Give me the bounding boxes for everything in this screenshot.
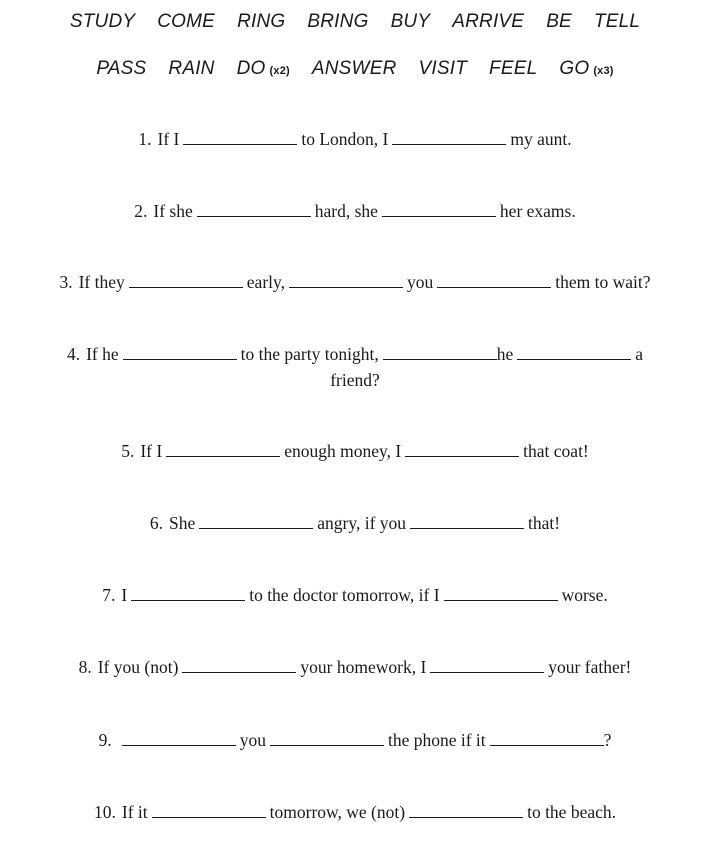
exercise-sentence-4-continuation: friend?	[330, 370, 380, 390]
answer-blank[interactable]	[409, 803, 523, 818]
answer-blank[interactable]	[199, 514, 313, 529]
word-bank-multiplier: (x3)	[593, 65, 614, 77]
sentence-text: to London, I	[301, 129, 389, 149]
word-bank-row-2	[0, 58, 710, 80]
sentence-text: that!	[528, 513, 561, 533]
sentence-text: If she	[153, 201, 193, 221]
word-bank-word: DO	[236, 58, 266, 79]
word-bank-item: BE	[546, 11, 572, 32]
answer-blank[interactable]	[182, 658, 296, 673]
sentence-text: them to wait?	[555, 272, 651, 292]
sentence-number: 2.	[134, 201, 148, 221]
sentence-text: her exams.	[499, 201, 576, 221]
word-bank-word: GO	[559, 58, 590, 79]
sentence-number: 10.	[94, 802, 116, 822]
word-bank-word: RAIN	[168, 58, 215, 79]
exercise-sentence-9	[0, 729, 710, 751]
word-bank-item: COME	[157, 11, 216, 32]
sentence-text: the phone if it	[387, 730, 486, 750]
answer-blank[interactable]	[437, 273, 551, 288]
exercise-sentence-6	[0, 512, 710, 534]
word-bank-multiplier: (x2)	[269, 65, 290, 77]
sentence-number: 8.	[78, 657, 92, 677]
word-bank-word: VISIT	[418, 58, 468, 79]
sentence-text: If I	[157, 129, 180, 149]
sentence-text: ?	[603, 730, 612, 750]
sentence-number: 6.	[149, 513, 163, 533]
word-bank-item	[419, 58, 468, 80]
answer-blank[interactable]	[129, 273, 243, 288]
sentence-text: If he	[86, 344, 119, 364]
answer-blank[interactable]	[517, 345, 631, 360]
word-bank-item: RING	[237, 11, 286, 32]
exercise-sentence-8	[0, 656, 710, 678]
answer-blank[interactable]	[183, 130, 297, 145]
answer-blank[interactable]	[392, 130, 506, 145]
answer-blank[interactable]	[270, 731, 384, 746]
sentence-number: 3.	[59, 272, 73, 292]
sentence-text: that coat!	[523, 441, 589, 461]
sentence-text: to the beach.	[527, 802, 616, 822]
answer-blank[interactable]	[444, 586, 558, 601]
answer-blank[interactable]	[382, 202, 496, 217]
word-bank-item: STUDY	[69, 11, 136, 32]
sentence-text: you	[239, 730, 266, 750]
word-bank-item	[237, 58, 290, 80]
sentence-text: your homework, I	[300, 657, 427, 677]
sentence-text: to the doctor tomorrow, if I	[249, 585, 440, 605]
sentence-text: She	[169, 513, 196, 533]
answer-blank[interactable]	[197, 202, 311, 217]
exercise-sentence-5	[0, 440, 710, 462]
sentence-number: 9.	[98, 730, 112, 750]
sentence-number: 4.	[66, 344, 81, 364]
exercise-sentence-4	[0, 343, 710, 365]
sentence-text: If they	[78, 272, 125, 292]
sentence-text: hard, she	[314, 201, 378, 221]
word-bank-item	[559, 58, 613, 80]
sentence-text: If I	[140, 441, 163, 461]
word-bank-word: PASS	[96, 58, 147, 79]
sentence-text: worse.	[561, 585, 608, 605]
sentence-text: you	[407, 272, 434, 292]
word-bank-word: ANSWER	[311, 58, 397, 79]
sentence-text: tomorrow, we (not)	[269, 802, 406, 822]
answer-blank[interactable]	[131, 586, 245, 601]
answer-blank[interactable]	[152, 803, 266, 818]
sentence-text: If it	[121, 802, 148, 822]
sentence-text: If you (not)	[97, 657, 179, 677]
exercise-sentence-1	[0, 128, 710, 150]
exercise-sentence-7	[0, 584, 710, 606]
sentence-text: your father!	[548, 657, 632, 677]
exercise-sentence-2	[0, 200, 710, 222]
word-bank-item	[489, 58, 537, 80]
word-bank-row-1	[0, 11, 710, 33]
sentence-text: enough money, I	[284, 441, 402, 461]
word-bank-item: TELL	[593, 11, 641, 32]
sentence-text: to the party tonight,	[240, 344, 379, 364]
word-bank-item	[168, 58, 214, 80]
answer-blank[interactable]	[123, 345, 237, 360]
answer-blank[interactable]	[490, 731, 604, 746]
answer-blank[interactable]	[430, 658, 544, 673]
answer-blank[interactable]	[383, 345, 497, 360]
exercise-sentence-10	[0, 801, 710, 823]
answer-blank[interactable]	[166, 442, 280, 457]
word-bank-item: BRING	[307, 11, 369, 32]
word-bank-item	[96, 58, 146, 80]
sentence-number: 1.	[138, 129, 152, 149]
answer-blank[interactable]	[405, 442, 519, 457]
answer-blank[interactable]	[289, 273, 403, 288]
answer-blank[interactable]	[410, 514, 524, 529]
word-bank-item: ARRIVE	[452, 11, 525, 32]
sentence-text: he	[496, 344, 514, 364]
sentence-text: angry, if you	[317, 513, 407, 533]
answer-blank[interactable]	[122, 731, 236, 746]
exercise-sentence-3	[0, 271, 710, 293]
sentence-text: early,	[246, 272, 285, 292]
sentence-number: 5.	[121, 441, 135, 461]
word-bank-word: FEEL	[489, 58, 538, 79]
sentence-text: I	[121, 585, 128, 605]
sentence-text: my aunt.	[510, 129, 572, 149]
word-bank-item: BUY	[390, 11, 431, 32]
word-bank-item	[312, 58, 397, 80]
sentence-number: 7.	[102, 585, 116, 605]
sentence-text: a	[635, 344, 644, 364]
